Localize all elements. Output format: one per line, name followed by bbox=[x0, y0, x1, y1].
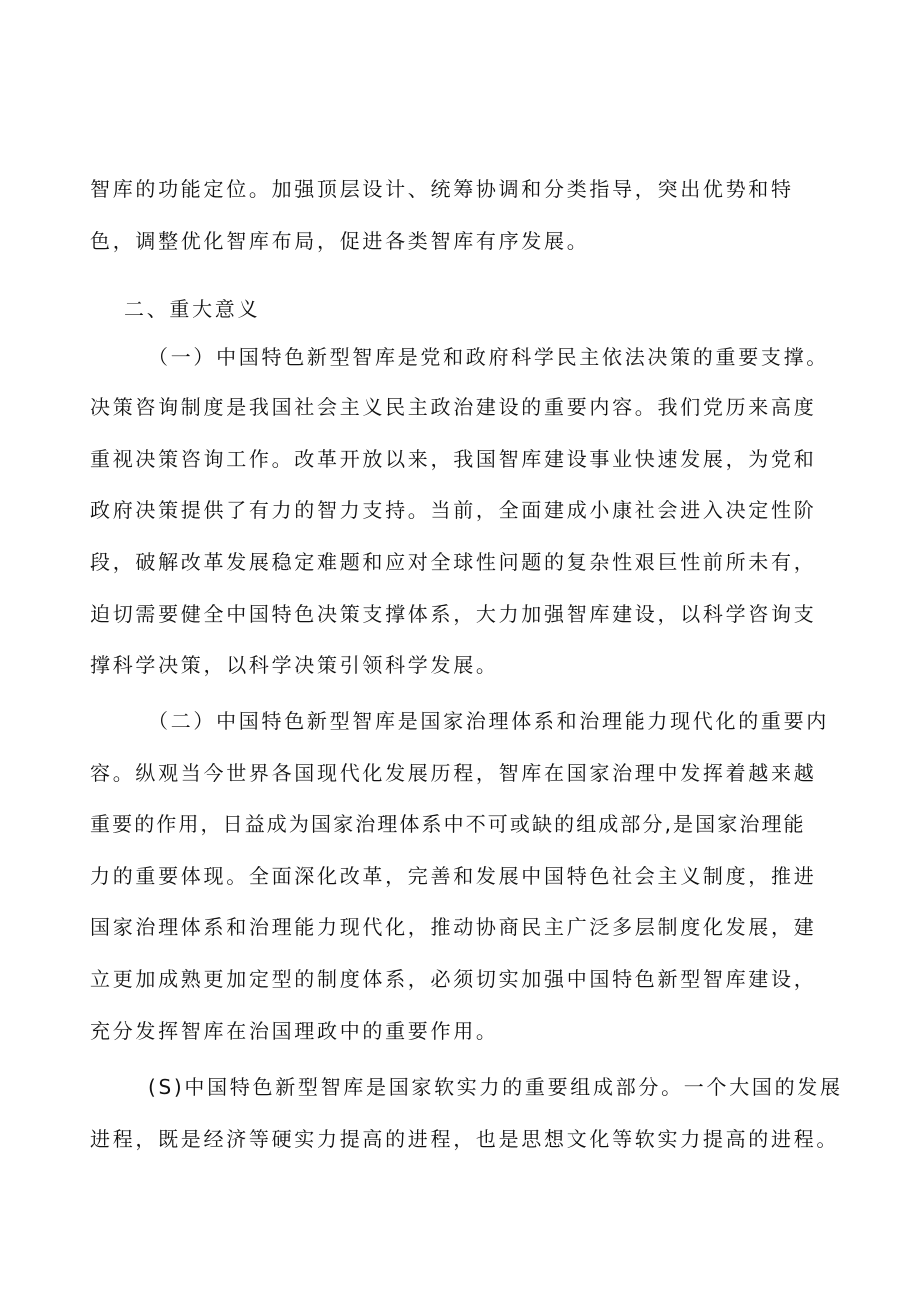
paragraph-2-line-6: 立更加成熟更加定型的制度体系，必须切实加强中国特色新型智库建设， bbox=[90, 967, 817, 991]
section-heading: 二、重大意义 bbox=[124, 297, 261, 321]
paragraph-2-line-2: 容。纵观当今世界各国现代化发展历程，智库在国家治理中发挥着越来越 bbox=[90, 761, 817, 785]
paragraph-3-line-2: 进程，既是经济等硬实力提高的进程，也是思想文化等软实力提高的进程。 bbox=[90, 1127, 840, 1151]
paragraph-1-line-5: 段，破解改革发展稳定难题和应对全球性问题的复杂性艰巨性前所未有， bbox=[90, 550, 817, 574]
paragraph-1-heading-line: （一）中国特色新型智库是党和政府科学民主依法决策的重要支撑。 bbox=[148, 345, 829, 369]
paragraph-2-line-3: 重要的作用，日益成为国家治理体系中不可或缺的组成部分,是国家治理能 bbox=[90, 812, 806, 836]
body-line-1: 智库的功能定位。加强顶层设计、统筹协调和分类指导，突出优势和特 bbox=[90, 177, 794, 201]
body-line-2: 色，调整优化智库布局，促进各类智库有序发展。 bbox=[90, 229, 590, 253]
paragraph-1-line-7: 撑科学决策，以科学决策引领科学发展。 bbox=[90, 653, 499, 677]
paragraph-3-heading-line: (S)中国特色新型智库是国家软实力的重要组成部分。一个大国的发展 bbox=[148, 1075, 843, 1099]
paragraph-2-line-4: 力的重要体现。全面深化改革，完善和发展中国特色社会主义制度，推进 bbox=[90, 864, 817, 888]
paragraph-1-line-3: 重视决策咨询工作。改革开放以来，我国智库建设事业快速发展，为党和 bbox=[90, 447, 817, 471]
paragraph-2-line-7: 充分发挥智库在治国理政中的重要作用。 bbox=[90, 1019, 499, 1043]
paragraph-2-line-5: 国家治理体系和治理能力现代化，推动协商民主广泛多层制度化发展，建 bbox=[90, 915, 817, 939]
paragraph-1-line-6: 迫切需要健全中国特色决策支撑体系，大力加强智库建设，以科学咨询支 bbox=[90, 602, 817, 626]
paragraph-1-line-2: 决策咨询制度是我国社会主义民主政治建设的重要内容。我们党历来高度 bbox=[90, 395, 817, 419]
paragraph-1-line-4: 政府决策提供了有力的智力支持。当前，全面建成小康社会进入决定性阶 bbox=[90, 498, 817, 522]
paragraph-2-heading-line: （二）中国特色新型智库是国家治理体系和治理能力现代化的重要内 bbox=[148, 709, 829, 733]
